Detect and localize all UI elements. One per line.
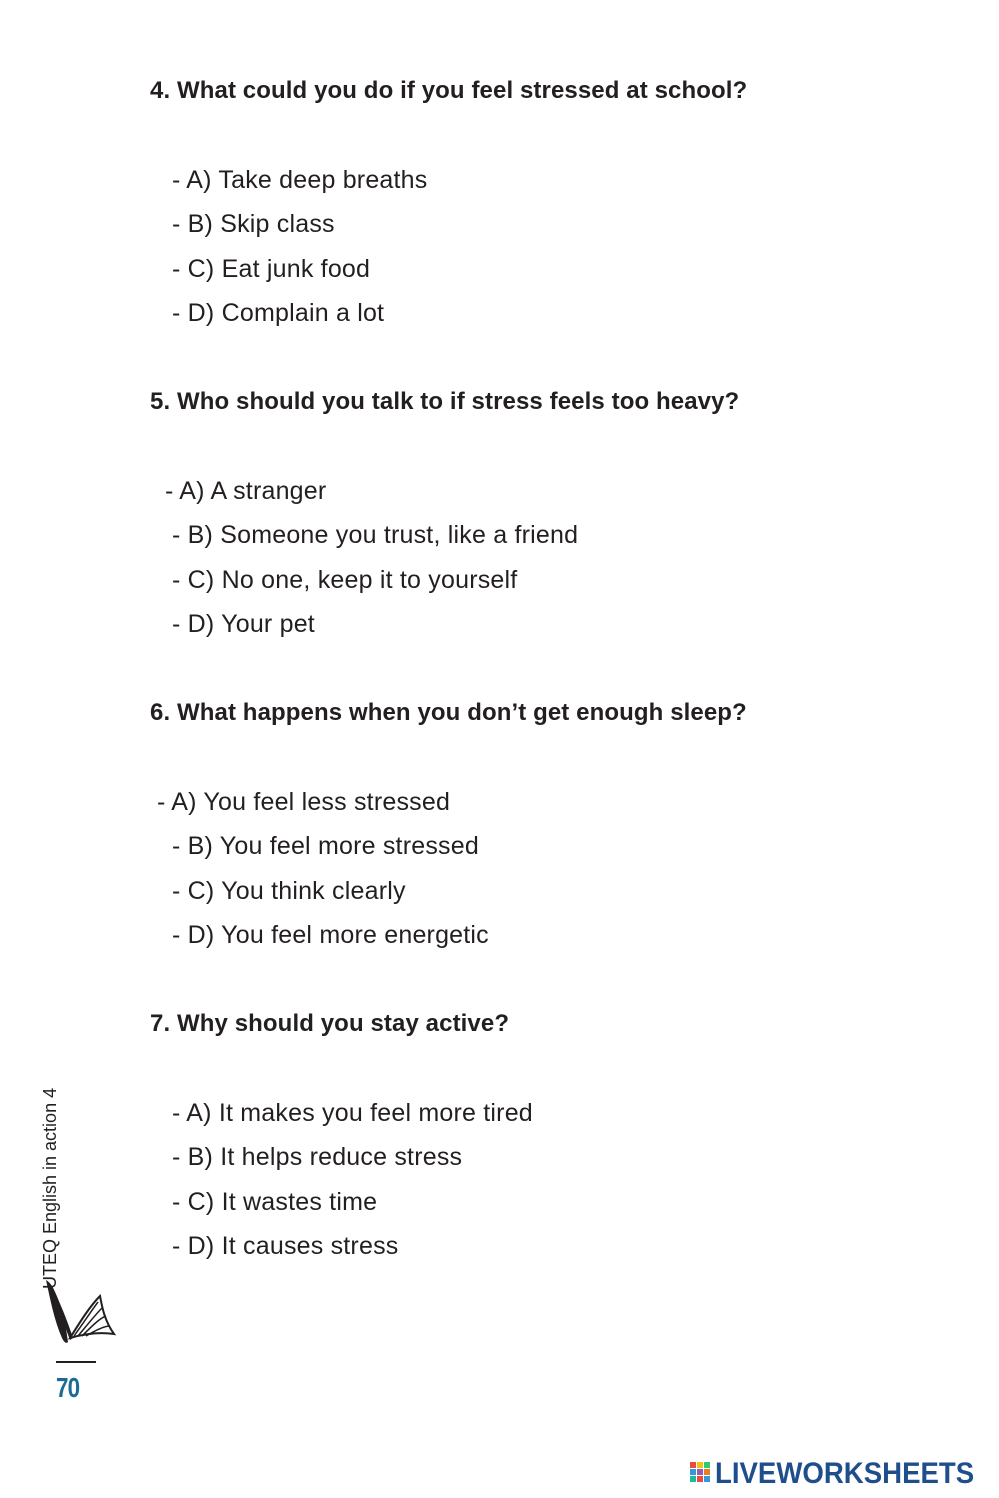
- question-7-title: 7. Why should you stay active?: [150, 1010, 510, 1037]
- question-6-title: 6. What happens when you don’t get enough sleep?: [150, 699, 747, 726]
- liveworksheets-icon: [690, 1462, 712, 1486]
- question-7-option-d: - D) It causes stress: [172, 1232, 399, 1260]
- open-book-icon: [40, 1276, 120, 1348]
- page-number-divider: [56, 1361, 96, 1363]
- question-4-option-d: - D) Complain a lot: [172, 299, 385, 327]
- question-5-title: 5. Who should you talk to if stress feels too heavy?: [150, 388, 740, 415]
- question-4-title: 4. What could you do if you feel stressed at school?: [150, 77, 748, 104]
- question-7-option-b: - B) It helps reduce stress: [172, 1143, 463, 1171]
- question-4-option-b: - B) Skip class: [172, 210, 335, 238]
- question-5-option-a: - A) A stranger: [165, 477, 327, 505]
- question-6-option-b: - B) You feel more stressed: [172, 832, 479, 860]
- book-title: UTEQ English in action 4: [40, 1087, 60, 1289]
- question-5-option-b: - B) Someone you trust, like a friend: [172, 521, 579, 549]
- page-number: 70: [56, 1372, 80, 1403]
- question-7-option-a: - A) It makes you feel more tired: [172, 1099, 533, 1127]
- question-5-option-c: - C) No one, keep it to yourself: [172, 566, 518, 594]
- question-7-option-c: - C) It wastes time: [172, 1188, 378, 1216]
- question-6-option-a: - A) You feel less stressed: [157, 788, 451, 816]
- liveworksheets-logo: [690, 1457, 997, 1491]
- question-4-option-a: - A) Take deep breaths: [172, 166, 428, 194]
- question-4-option-c: - C) Eat junk food: [172, 255, 371, 283]
- question-5-option-d: - D) Your pet: [172, 610, 315, 638]
- liveworksheets-wordmark: LIVEWORKSHEETS: [715, 1457, 975, 1490]
- question-6-option-d: - D) You feel more energetic: [172, 921, 489, 949]
- question-6-option-c: - C) You think clearly: [172, 877, 406, 905]
